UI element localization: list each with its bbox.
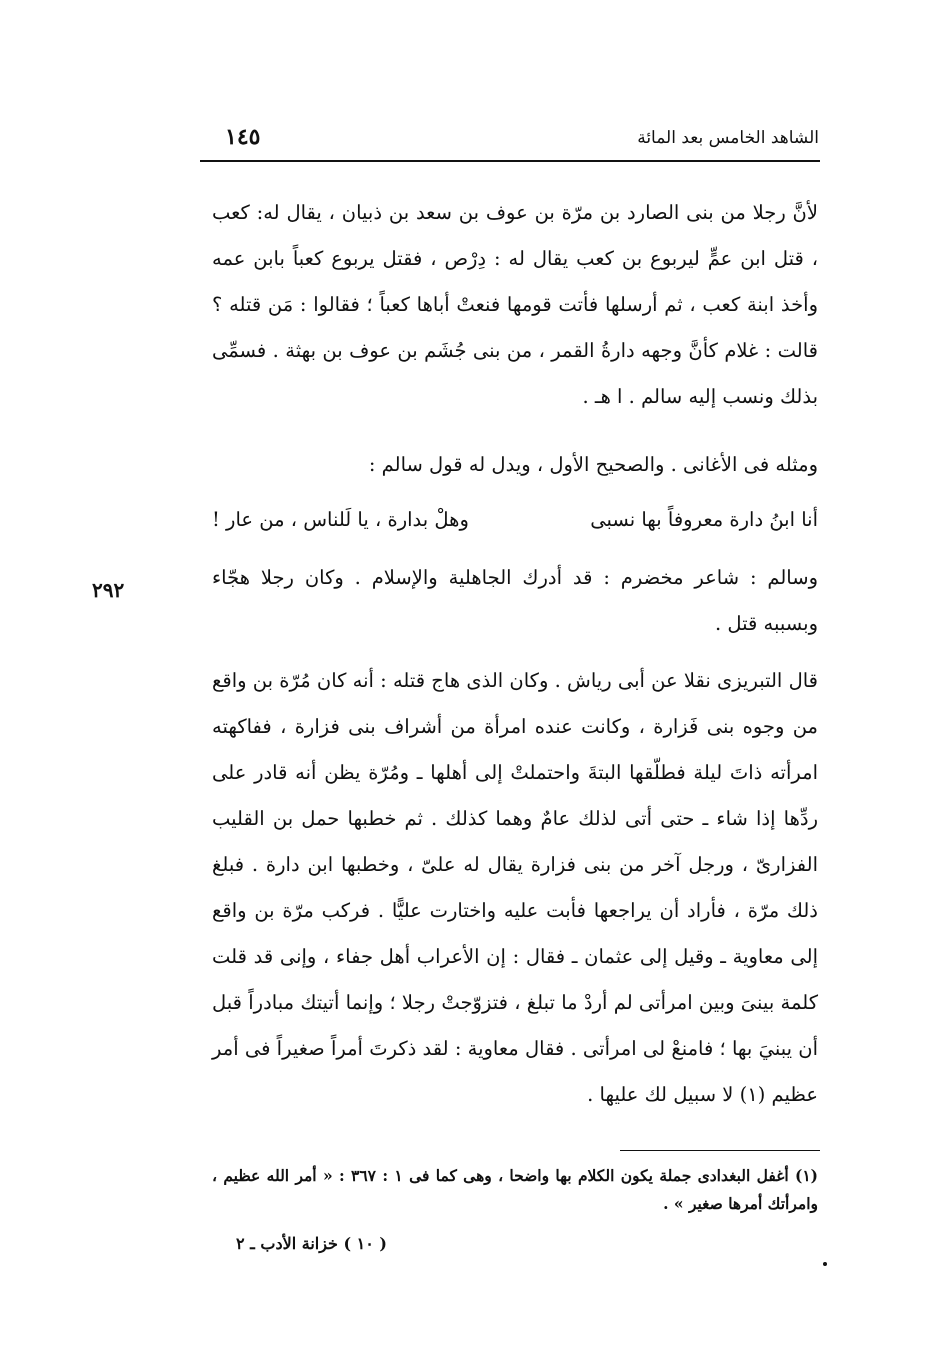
paragraph-aghani-note: ومثله فى الأغانى . والصحيح الأول ، ويدل له قول سالم : [368, 453, 818, 476]
footnote-rule [620, 1150, 820, 1151]
paragraph-poet-bio: وسالم : شاعر مخضرم : قد أدرك الجاهلية والإسلام . وكان رجلا هجّاء وبسببه قتل . [212, 566, 818, 635]
paragraph-origin-of-name: لأنَّ رجلا من بنى الصارد بن مرّة بن عوف بن سعد بن ذبيان ، يقال له: كعب ، قتل ابن عمٍّ ليربوع بن كعب يقال له : دِرْص ، فقتل يربوع كعباً بابن عمه وأخذ ابنة كعب ، ثم أرسلها فأتت قومها فنعتْ أباها كعباً ؛ فقالوا : مَن قتله ؟ قالت : غلام كأنَّ وجهه دارةُ القمر ، من بنى جُشَم بن عوف بن بهثة . فسمِّى بذلك ونسب إليه سالم . ا هـ . [212, 201, 818, 408]
signature-line: ( ١٠ ) خزانة الأدب ـ ٢ [236, 1234, 387, 1253]
verse-line [212, 497, 818, 543]
footnote: (١) أغفل البغدادى جملة يكون الكلام بها واضحا ، وهى كما فى ١ : ٣٦٧ : « أمر الله عظيم ، وامرأتك أمرها صغير » . [212, 1166, 818, 1213]
verse-hemistich-first: أنا ابنُ دارة معروفاً بها نسبى [590, 508, 818, 531]
page-number: ١٤٥ [225, 124, 261, 150]
running-header-title: الشاهد الخامس بعد المائة [637, 128, 819, 148]
margin-reference-number: ٢٩٢ [92, 578, 125, 602]
header-rule [200, 160, 820, 162]
paragraph-tabrizi-account: قال التبريزى نقلا عن أبى رياش . وكان الذى هاج قتله : أنه كان مُرّة بن واقع من وجوه بنى فَزارة ، وكانت عنده امرأة من أشراف بنى فزارة ، ففاكهته امرأته ذاتَ ليلة فطلّقها البتةَ واحتملتْ إلى أهلها ـ ومُرّة يظن أنه قادر على ردِّها إذا شاء ـ حتى أتى لذلك عامٌ وهما كذلك . ثم خطبها حمل بن القليب الفزارىّ ، ورجل آخر من بنى فزارة يقال له علىّ ، وخطبها ابن دارة . فبلغ ذلك مرّة ، فأراد أن يراجعها فأبت عليه واختارت عليًّا . فركب مرّة بن واقع إلى معاوية ـ وقيل إلى عثمان ـ فقال : إن الأعراب أهل جفاء ، وإنى قد قلت كلمة بينىَ وبين امرأتى لم أردْ ما تبلغ ، فتزوّجتْ رجلا ؛ وإنما أتيتك مبادراً قبل أن يبنيَ بها ؛ فامنعْ لى امرأتى . فقال معاوية : لقد ذكرتَ أمراً صغيراً فى أمر عظيم (١) لا سبيل لك عليها . [212, 669, 818, 1106]
verse-hemistich-second: وهلْ بدارة ، يا لَلناس ، من عار ! [212, 508, 469, 531]
print-speck [823, 1262, 827, 1266]
